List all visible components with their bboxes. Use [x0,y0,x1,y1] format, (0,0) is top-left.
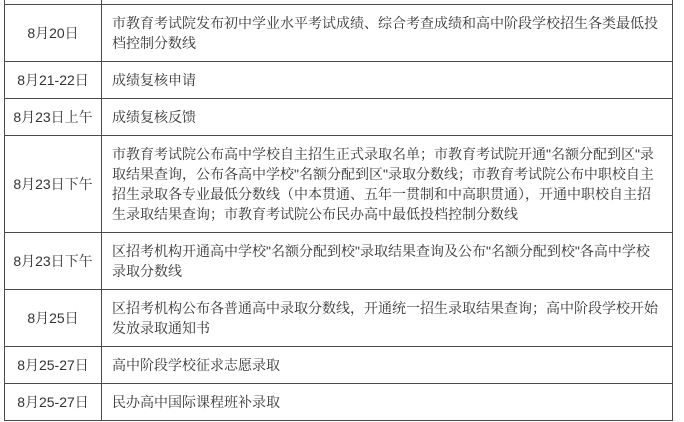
content-cell: 高中阶段学校征求志愿录取 [102,347,673,384]
schedule-table [4,0,673,421]
date-cell: 8月21-22日 [5,62,102,99]
table-row [5,290,673,347]
date-cell: 8月25-27日 [5,384,102,421]
date-cell: 8月25日 [5,290,102,347]
date-cell: 8月23日下午 [5,233,102,290]
date-cell: 8月23日下午 [5,136,102,233]
date-cell: 8月23日上午 [5,99,102,136]
table-row [5,347,673,384]
content-cell: 区招考机构开通高中学校"名额分配到校"录取结果查询及公布"名额分配到校"各高中学校录取分数线 [102,233,673,290]
table-row [5,5,673,62]
content-cell: 区招考机构公布各普通高中录取分数线，开通统一招生录取结果查询；高中阶段学校开始发放录取通知书 [102,290,673,347]
table-row [5,384,673,421]
table-row [5,62,673,99]
content-cell: 民办高中国际课程班补录取 [102,384,673,421]
date-cell: 8月25-27日 [5,347,102,384]
content-cell: 市教育考试院发布初中学业水平考试成绩、综合考查成绩和高中阶段学校招生各类最低投档控制分数线 [102,5,673,62]
content-cell: 市教育考试院公布高中学校自主招生正式录取名单；市教育考试院开通"名额分配到区"录取结果查询，公布各高中学校"名额分配到区"录取分数线；市教育考试院公布中职校自主招生录取各专业最低分数线（中本贯通、五年一贯制和中高职贯通），开通中职校自主招生录取结果查询；市教育考试院公布民办高中最低投档控制分数线 [102,136,673,233]
schedule-table-container [4,0,673,421]
date-cell: 8月20日 [5,5,102,62]
content-cell: 成绩复核反馈 [102,99,673,136]
content-cell: 成绩复核申请 [102,62,673,99]
table-row [5,136,673,233]
table-row [5,233,673,290]
table-row [5,99,673,136]
